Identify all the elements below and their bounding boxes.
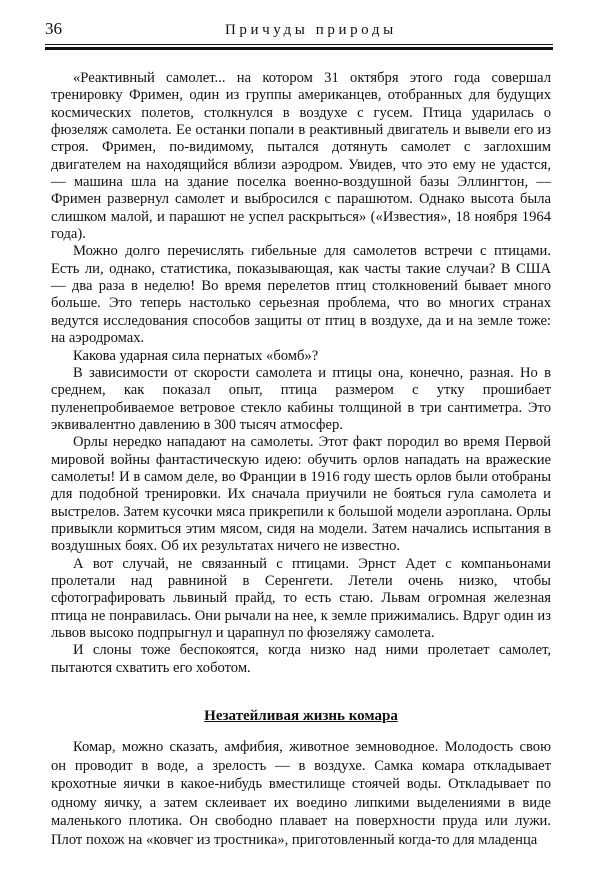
main-text [51,70,551,677]
paragraph: В зависимости от скорости самолета и птицы она, конечно, разная. Но в среднем, как показал опыт, птица размером с утку прошибает пуленепробиваемое ветровое стекло кабины толщиной в три сантиметра. Это эквивалентно давлению в 300 тысяч атмосфер. [51,364,551,433]
header-rule-thick [45,47,553,50]
paragraph: Можно долго перечислять гибельные для самолетов встречи с птицами. Есть ли, однако, статистика, показывающая, как часты такие случаи? В США — два раза в неделю! Во время перелетов птиц столкновений бывает много больше. Это теперь настолько серьезная проблема, что во многих странах ведутся исследования способов защиты от птиц в воздухе, да и на земле тоже: на аэродромах. [51,243,551,347]
page-header [45,18,555,44]
running-title: Причуды природы [225,22,397,38]
paragraph: Орлы нередко нападают на самолеты. Этот факт породил во время Первой мировой войны фантастическую идею: обучить орлов нападать на вражеские самолеты! И в самом деле, во Франции в 1916 году шесть орлов были отобраны для подобной тренировки. Их сначала приучили не бояться гула самолета и выстрелов. Затем кусочки мяса прикрепили к большой модели аэроплана. Орлы привыкли кормиться этим мясом, сидя на модели. Затем начались испытания в воздушных боях. Об их результатах ничего не известно. [51,434,551,555]
paragraph: Какова ударная сила пернатых «бомб»? [73,347,319,364]
page-number: 36 [45,19,62,38]
section-title: Незатейливая жизнь комара [204,708,398,724]
paragraph: А вот случай, не связанный с птицами. Эрнст Адет с компаньонами пролетали над равниной в Серенгети. Летели очень низко, чтобы сфотографировать львиный прайд, то есть стаю. Львам огромная железная птица не понравилась. Они рычали на нее, к земле прижимались. Вдруг один из львов высоко подпрыгнул и царапнул по фюзеляжу самолета. [51,555,551,641]
paragraph: И слоны тоже беспокоятся, когда низко над ними пролетает самолет, пытаются схватить его хоботом. [51,642,551,676]
paragraph: Комар, можно сказать, амфибия, животное земноводное. Молодость свою он проводит в воде, а зрелость — в воздухе. Самка комара откладывает крохотные яички в какое-нибудь вместилище стоячей воды. Откладывает по одному яичку, а затем склеивает их воедино липкими выделениями в виде маленького плотика. Он свободно плавает на поверхности пруда или лужи. Плот похож на «ковчег из тростника», приготовленный когда-то для младенца [51,739,551,848]
section-text [51,738,551,850]
paragraph: «Реактивный самолет... на котором 31 октября этого года совершал тренировку Фримен, один из группы американцев, отобранных для будущих космических полетов, столкнулся в воздухе с гусем. Птица ударилась о фюзеляж самолета. Ее останки попали в реактивный двигатель и вывели его из строя. Фримен, по-видимому, пытался дотянуть самолет с заглохшим двигателем на находящийся вблизи аэродром. Увидев, что это ему не удастся, — машина шла на здание поселка военно-воздушной базы Эллингтон, — Фримен развернул самолет и выбросился с парашютом. Однако высота была слишком малой, и парашют не успел раскрыться» («Известия», 18 ноября 1964 года). [51,70,551,243]
header-rule-thin [45,44,553,45]
